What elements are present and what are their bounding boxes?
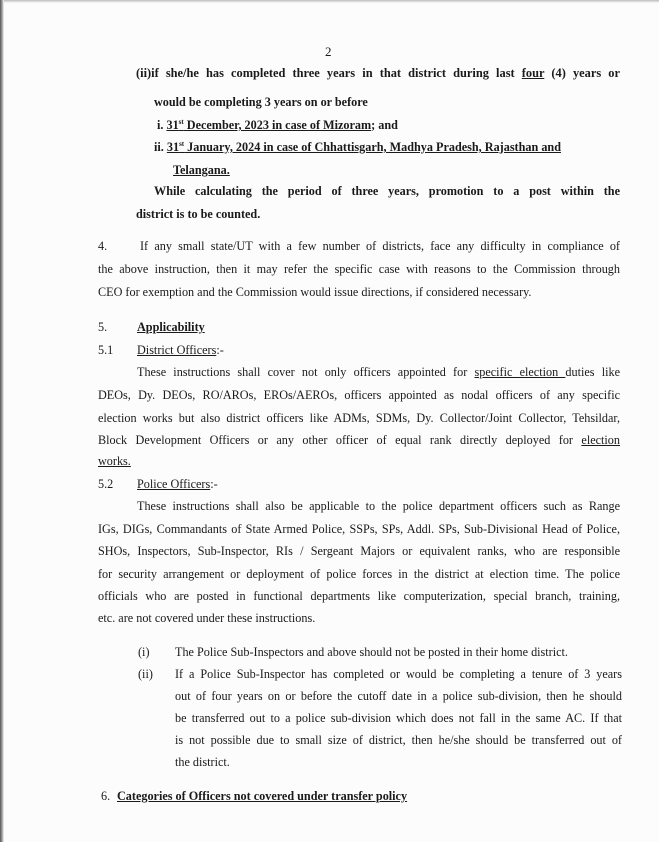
- section5-number: 5.: [98, 320, 108, 334]
- section5-1-title: District Officers: [137, 343, 217, 357]
- scan-top-edge: [0, 0, 659, 3]
- text: duties like: [565, 365, 620, 379]
- section5-2-line3: SHOs, Inspectors, Sub-Inspector, RIs / Sergeant Majors or equivalent ranks, who are responsible: [98, 544, 620, 558]
- section5-1-line2: DEOs, Dy. DEOs, RO/AROs, EROs/AEROs, officers appointed as nodal officers of any specific: [98, 388, 620, 402]
- section5-1-number: 5.1: [98, 343, 114, 357]
- section5-2-heading: [137, 476, 218, 492]
- para4-number: 4.: [98, 239, 108, 253]
- section5-2-line6: etc. are not covered under these instructions.: [98, 611, 316, 625]
- police-item-1-line1: The Police Sub-Inspectors and above should not be posted in their home district.: [175, 645, 568, 659]
- text: Block Development Officers or any other officer of equal rank directly deployed for: [98, 433, 582, 447]
- clause-ii-line2: would be completing 3 years on or before: [154, 95, 368, 109]
- police-item-2-line2: out of four years on or before the cutoff date in a police sub-division, then he should: [175, 689, 622, 703]
- heading-suffix: :-: [216, 343, 224, 357]
- item-text: January, 2024 in case of Chhattisgarh, Madhya Pradesh, Rajasthan and: [184, 140, 561, 154]
- section6-title: Categories of Officers not covered under transfer policy: [117, 789, 408, 803]
- clause-ii-item-2-line2: Telangana.: [173, 163, 230, 177]
- page-number: 2: [325, 44, 332, 59]
- section5-2-number: 5.2: [98, 477, 114, 491]
- item-marker: ii.: [154, 140, 164, 154]
- police-item-1-marker: (i): [138, 645, 150, 659]
- underlined-text: specific election: [474, 365, 566, 379]
- item-text: December, 2023 in case of Mizoram: [183, 118, 372, 132]
- clause-ii-item-2: [154, 139, 620, 155]
- clause-ii-line1: [136, 65, 620, 81]
- section5-1-heading: [137, 342, 224, 358]
- item-marker: i.: [157, 118, 164, 132]
- police-item-2-marker: (ii): [138, 667, 153, 681]
- section5-title: Applicability: [137, 320, 205, 334]
- section5-1-line3: election works but also district officers like ADMs, SDMs, Dy. Collector/Joint Collector, Tehsildar,: [98, 411, 620, 425]
- police-item-2-line5: the district.: [175, 755, 230, 769]
- clause-ii-text: (ii)if she/he has completed three years in that district during last: [136, 66, 522, 80]
- text: These instructions shall cover not only officers appointed for: [137, 365, 475, 379]
- item-2-date: [167, 140, 561, 154]
- section5-2-line4: for security arrangement or deployment of police forces in the district at election time. The police: [98, 567, 620, 581]
- ordinal-suffix: st: [179, 139, 185, 148]
- item-suffix: ; and: [371, 118, 398, 132]
- police-item-2-line1: If a Police Sub-Inspector has completed or would be completing a tenure of 3 years: [175, 667, 622, 681]
- para4-line1: If any small state/UT with a few number of districts, face any difficulty in compliance of: [140, 239, 620, 253]
- clause-ii-note-line1: While calculating the period of three years, promotion to a post within the: [154, 184, 620, 198]
- section5-2-line2: IGs, DIGs, Commandants of State Armed Police, SSPs, SPs, Addl. SPs, Sub-Divisional Head of Police,: [98, 522, 620, 536]
- para4-line3: CEO for exemption and the Commission would issue directions, if considered necessary.: [98, 285, 532, 299]
- police-item-2-line4: is not possible due to small size of district, then he/she should be transferred out of: [175, 733, 622, 747]
- clause-ii-item-1: [157, 117, 398, 133]
- ordinal-suffix: st: [178, 117, 184, 126]
- section5-1-line5: works.: [98, 454, 131, 468]
- heading-suffix: :-: [210, 477, 218, 491]
- scan-left-edge: [0, 0, 4, 842]
- clause-ii-underlined: four: [521, 66, 545, 80]
- underlined-text: election: [581, 433, 620, 447]
- day: 31: [166, 118, 179, 132]
- section5-1-line4: [98, 432, 620, 448]
- para4-line2: the above instruction, then it may refer the specific case with reasons to the Commission through: [98, 262, 620, 276]
- section5-2-title: Police Officers: [137, 477, 211, 491]
- section5-2-line5: officials who are posted in functional departments like computerization, special branch, training,: [98, 589, 620, 603]
- item-1-date: [166, 118, 371, 132]
- section5-1-line1: [137, 364, 620, 380]
- section6-number: 6.: [101, 789, 111, 803]
- clause-ii-note-line2: district is to be counted.: [136, 207, 261, 221]
- police-item-2-line3: be transferred out to a police sub-division which does not fall in the same AC. If that: [175, 711, 622, 725]
- section5-2-line1: These instructions shall also be applicable to the police department officers such as Range: [137, 499, 620, 513]
- clause-ii-suffix: (4) years or: [544, 66, 620, 80]
- day: 31: [166, 140, 180, 154]
